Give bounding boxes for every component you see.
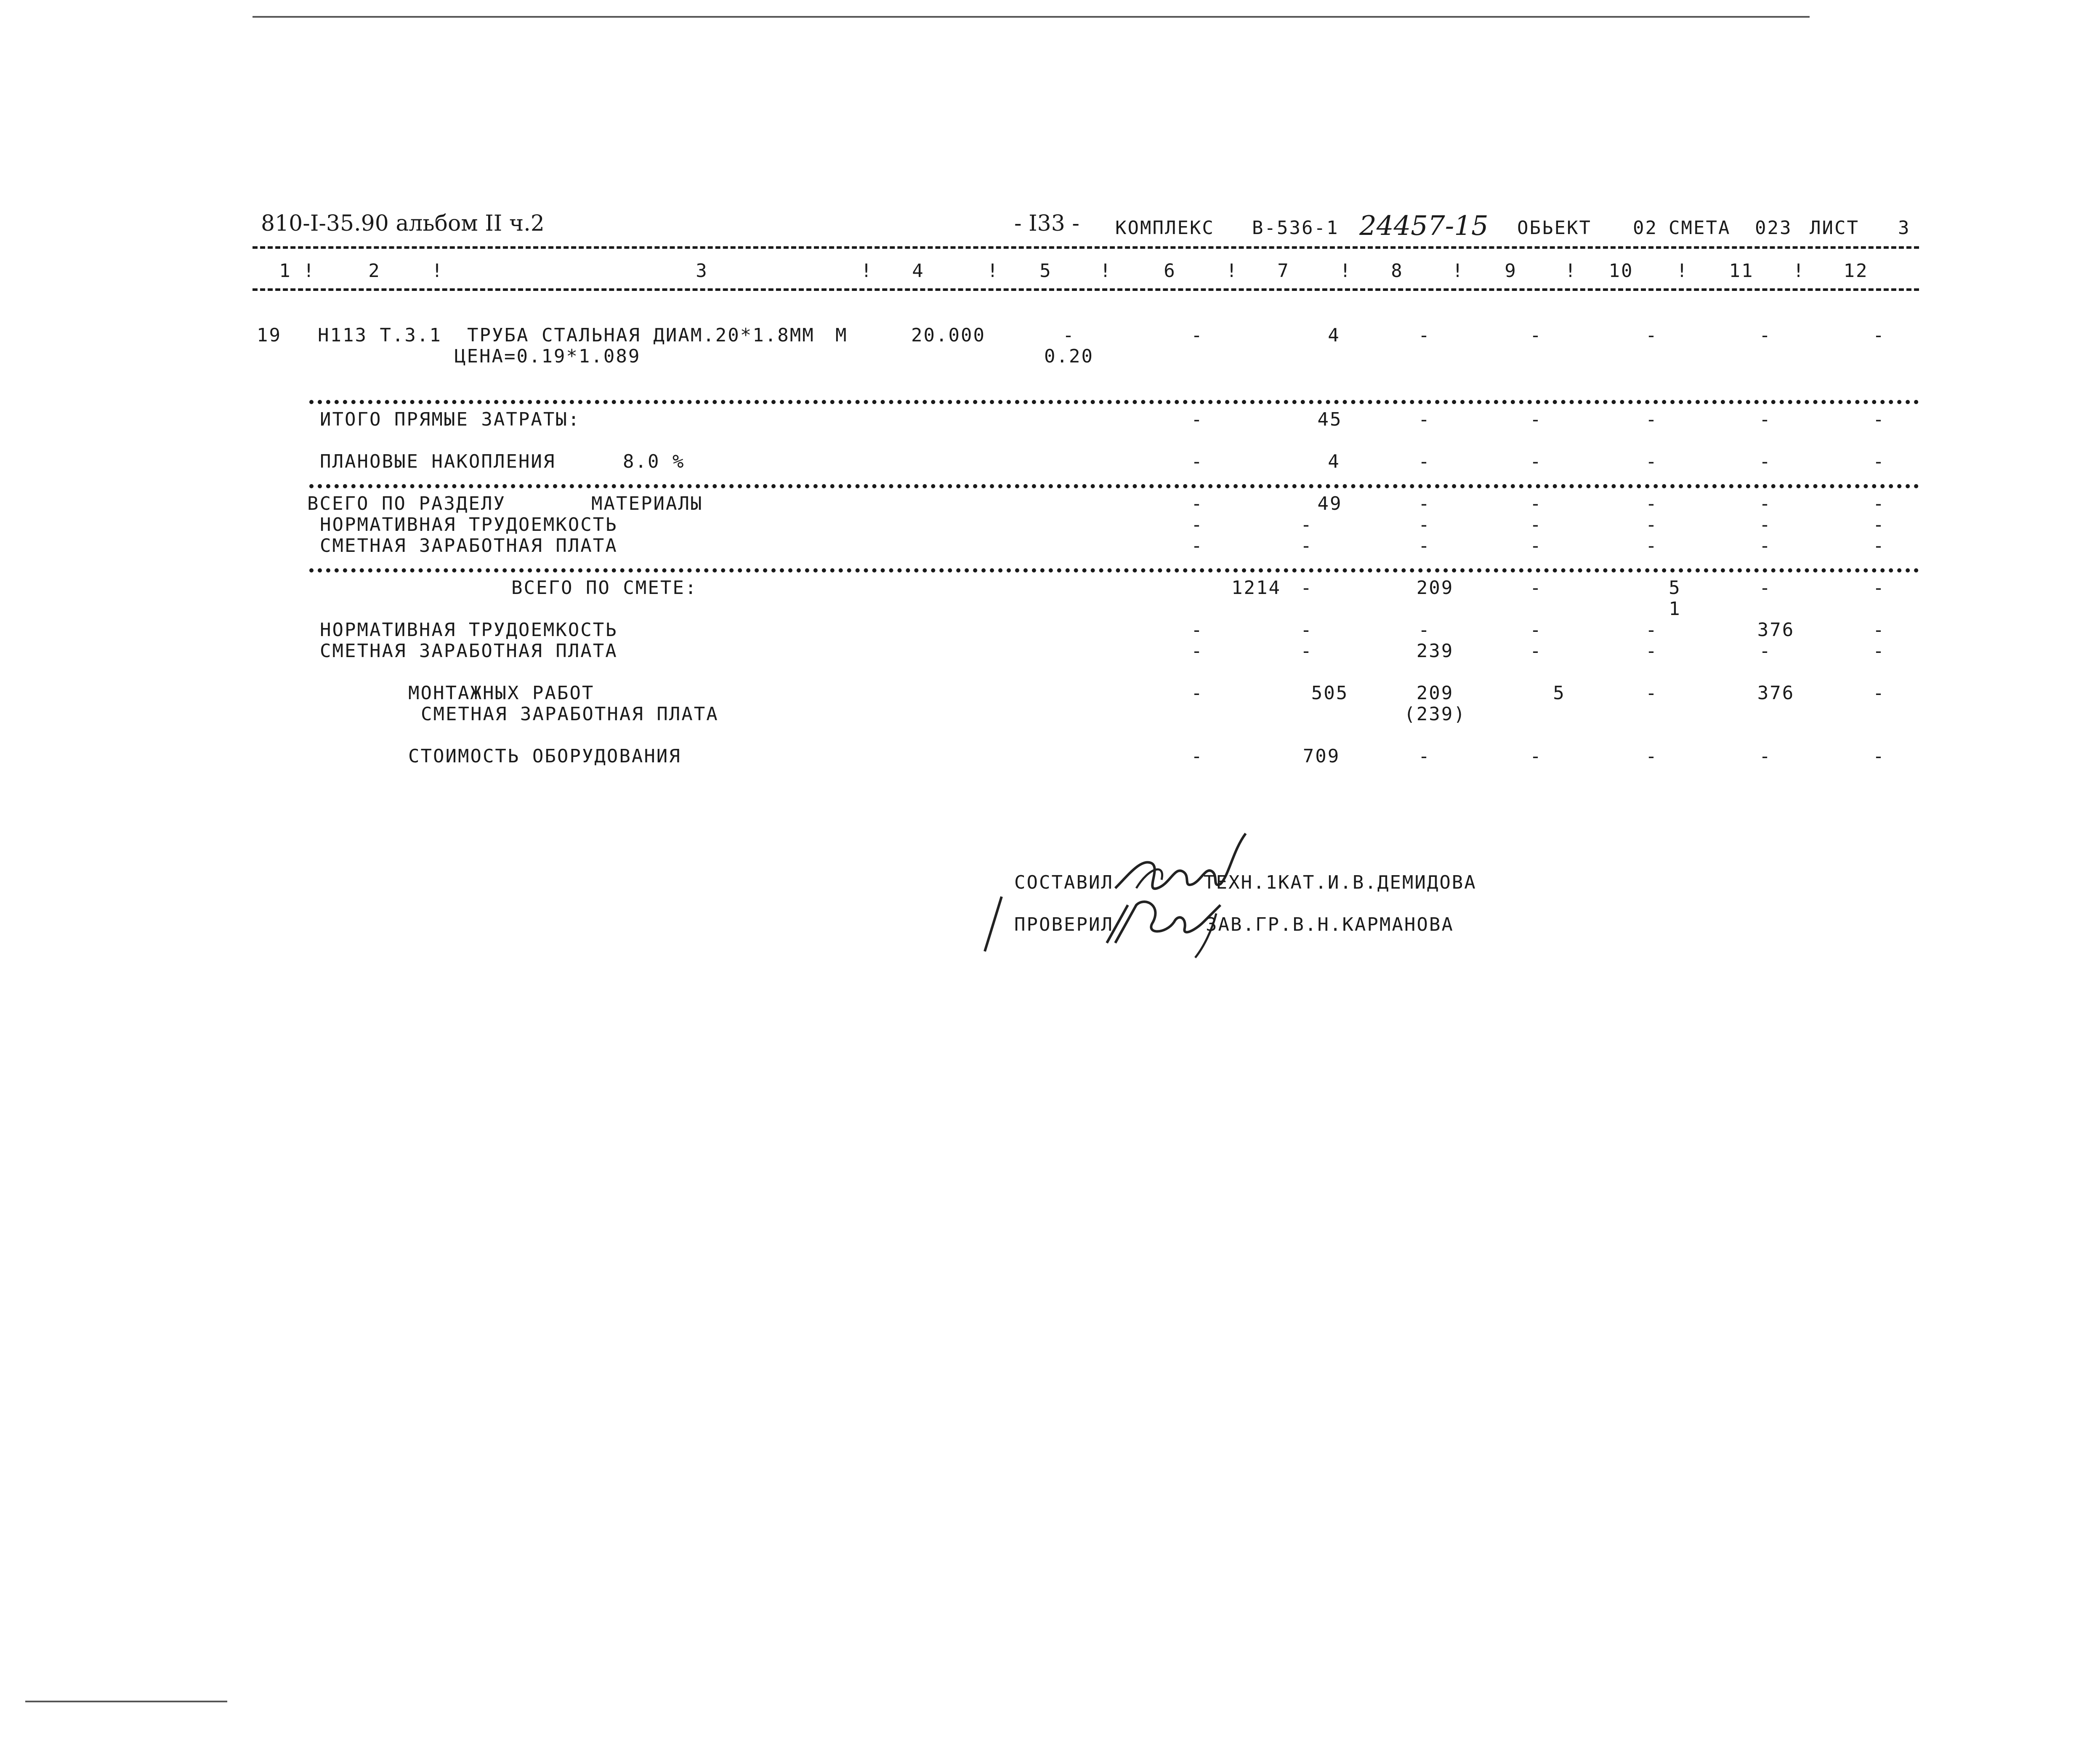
installation-col6: - xyxy=(1191,682,1204,704)
estimate-labor-col12: - xyxy=(1873,619,1885,641)
column-number: 11 xyxy=(1729,260,1754,282)
direct-costs-col12: - xyxy=(1873,409,1885,430)
item-col9: - xyxy=(1530,325,1542,346)
estimate-total-col10-bottom: 1 xyxy=(1669,598,1681,620)
item-col12: - xyxy=(1873,325,1885,346)
item-quantity: 20.000 xyxy=(911,325,986,346)
section-labor-label: НОРМАТИВНАЯ ТРУДОЕМКОСТЬ xyxy=(320,514,618,535)
item-col7: 4 xyxy=(1328,325,1340,346)
dotted-rule xyxy=(309,400,1919,404)
section-total-col12: - xyxy=(1873,493,1885,514)
estimate-total-col9: - xyxy=(1530,577,1542,599)
section-wage-col10: - xyxy=(1645,535,1658,556)
planned-col9: - xyxy=(1530,451,1542,472)
column-separator: ! xyxy=(1226,260,1239,282)
column-number: 10 xyxy=(1608,260,1634,282)
installation-col9: 5 xyxy=(1553,682,1566,704)
column-separator: ! xyxy=(987,260,999,282)
estimate-wage-label: СМЕТНАЯ ЗАРАБОТНАЯ ПЛАТА xyxy=(320,640,618,662)
page-number: - I33 - xyxy=(1014,211,1079,236)
item-number: 19 xyxy=(257,325,282,346)
column-number: 9 xyxy=(1505,260,1517,282)
item-col5-bottom: 0.20 xyxy=(1044,346,1094,367)
section-total-col10: - xyxy=(1645,493,1658,514)
header-rule-bottom xyxy=(253,288,1919,291)
checked-label: ПРОВЕРИЛ xyxy=(1014,914,1114,935)
column-separator: ! xyxy=(1100,260,1112,282)
dotted-rule xyxy=(309,484,1919,488)
item-col8: - xyxy=(1418,325,1431,346)
item-col5-top: - xyxy=(1063,325,1075,346)
section-name: МАТЕРИАЛЫ xyxy=(591,493,703,514)
section-labor-col9: - xyxy=(1530,514,1542,535)
equipment-col11: - xyxy=(1759,746,1772,767)
estimate-total-col8: 209 xyxy=(1416,577,1454,599)
estimate-wage-col11: - xyxy=(1759,640,1772,662)
section-labor-col7: - xyxy=(1300,514,1313,535)
installation-col11: 376 xyxy=(1757,682,1795,704)
section-wage-col9: - xyxy=(1530,535,1542,556)
equipment-col8: - xyxy=(1418,746,1431,767)
doc-reference: 810-I-35.90 альбом II ч.2 xyxy=(261,211,545,236)
direct-costs-col7: 45 xyxy=(1317,409,1342,430)
section-total-col6: - xyxy=(1191,493,1204,514)
complex-label: КОМПЛЕКС xyxy=(1115,217,1215,239)
direct-costs-label: ИТОГО ПРЯМЫЕ ЗАТРАТЫ: xyxy=(320,409,581,430)
column-number: 8 xyxy=(1391,260,1404,282)
estimate-wage-col9: - xyxy=(1530,640,1542,662)
column-separator: ! xyxy=(1565,260,1577,282)
estimate-wage-col12: - xyxy=(1873,640,1885,662)
equipment-col10: - xyxy=(1645,746,1658,767)
section-labor-col10: - xyxy=(1645,514,1658,535)
direct-costs-col9: - xyxy=(1530,409,1542,430)
installation-col12: - xyxy=(1873,682,1885,704)
checked-by: ЗАВ.ГР.В.Н.КАРМАНОВА xyxy=(1206,914,1454,935)
column-number: 3 xyxy=(696,260,708,282)
section-wage-col11: - xyxy=(1759,535,1772,556)
column-number: 12 xyxy=(1843,260,1869,282)
direct-costs-col11: - xyxy=(1759,409,1772,430)
installation-col8: 209 xyxy=(1416,682,1454,704)
estimate-labor-label: НОРМАТИВНАЯ ТРУДОЕМКОСТЬ xyxy=(320,619,618,641)
item-code: Н113 Т.3.1 xyxy=(318,325,442,346)
item-col11: - xyxy=(1759,325,1772,346)
column-separator: ! xyxy=(1340,260,1352,282)
estimate-wage-col10: - xyxy=(1645,640,1658,662)
planned-col10: - xyxy=(1645,451,1658,472)
installation-label: МОНТАЖНЫХ РАБОТ xyxy=(408,682,595,704)
estimate-total-col10-top: 5 xyxy=(1669,577,1681,599)
planned-rate: 8.0 % xyxy=(623,451,685,472)
section-total-col8: - xyxy=(1418,493,1431,514)
planned-col12: - xyxy=(1873,451,1885,472)
estimate-total-col7: - xyxy=(1300,577,1313,599)
column-number: 5 xyxy=(1039,260,1052,282)
section-wage-col12: - xyxy=(1873,535,1885,556)
column-separator: ! xyxy=(303,260,316,282)
section-total-col9: - xyxy=(1530,493,1542,514)
planned-col6: - xyxy=(1191,451,1204,472)
planned-col8: - xyxy=(1418,451,1431,472)
section-wage-col8: - xyxy=(1418,535,1431,556)
column-separator: ! xyxy=(1793,260,1805,282)
section-labor-col8: - xyxy=(1418,514,1431,535)
signature-mark-icon xyxy=(981,892,1006,956)
scan-edge-bottom xyxy=(25,1701,227,1702)
column-separator: ! xyxy=(1676,260,1689,282)
section-total-col7: 49 xyxy=(1317,493,1342,514)
scan-edge-top xyxy=(253,16,1810,18)
section-labor-col12: - xyxy=(1873,514,1885,535)
dotted-rule xyxy=(309,568,1919,572)
column-separator: ! xyxy=(1452,260,1465,282)
planned-label: ПЛАНОВЫЕ НАКОПЛЕНИЯ xyxy=(320,451,556,472)
estimate-total-label: ВСЕГО ПО СМЕТЕ: xyxy=(511,577,698,599)
installation-wage-col8: (239) xyxy=(1404,703,1466,725)
equipment-col9: - xyxy=(1530,746,1542,767)
section-labor-col6: - xyxy=(1191,514,1204,535)
section-total-label: ВСЕГО ПО РАЗДЕЛУ xyxy=(307,493,506,514)
complex-code: В-536-1 xyxy=(1252,217,1339,239)
planned-col11: - xyxy=(1759,451,1772,472)
equipment-col12: - xyxy=(1873,746,1885,767)
section-wage-col7: - xyxy=(1300,535,1313,556)
planned-col7: 4 xyxy=(1328,451,1340,472)
estimate-wage-col8: 239 xyxy=(1416,640,1454,662)
column-number: 1 xyxy=(279,260,292,282)
section-wage-label: СМЕТНАЯ ЗАРАБОТНАЯ ПЛАТА xyxy=(320,535,618,556)
direct-costs-col6: - xyxy=(1191,409,1204,430)
object-label: ОБЬЕКТ xyxy=(1517,217,1592,239)
equipment-label: СТОИМОСТЬ ОБОРУДОВАНИЯ xyxy=(408,746,681,767)
installation-col10: - xyxy=(1645,682,1658,704)
estimate-labor-col10: - xyxy=(1645,619,1658,641)
item-price: ЦЕНА=0.19*1.089 xyxy=(455,346,641,367)
estimate-total-col11: - xyxy=(1759,577,1772,599)
estimate-labor-col9: - xyxy=(1530,619,1542,641)
handwritten-number: 24457-15 xyxy=(1359,210,1489,242)
column-number: 6 xyxy=(1164,260,1176,282)
estimate-label: СМЕТА xyxy=(1669,217,1731,239)
column-number: 2 xyxy=(368,260,381,282)
estimate-number: 023 xyxy=(1755,217,1792,239)
estimate-labor-col11: 376 xyxy=(1757,619,1795,641)
item-col6: - xyxy=(1191,325,1204,346)
item-unit: М xyxy=(835,325,848,346)
equipment-col7: 709 xyxy=(1303,746,1340,767)
item-col10: - xyxy=(1645,325,1658,346)
direct-costs-col8: - xyxy=(1418,409,1431,430)
column-number: 7 xyxy=(1277,260,1290,282)
column-separator: ! xyxy=(861,260,873,282)
equipment-col6: - xyxy=(1191,746,1204,767)
estimate-wage-col6: - xyxy=(1191,640,1204,662)
installation-col7: 505 xyxy=(1311,682,1349,704)
column-number: 4 xyxy=(912,260,925,282)
compiled-by: ТЕХН.1КАТ.И.В.ДЕМИДОВА xyxy=(1204,872,1477,893)
estimate-total-col6: 1214 xyxy=(1231,577,1281,599)
section-wage-col6: - xyxy=(1191,535,1204,556)
estimate-labor-col6: - xyxy=(1191,619,1204,641)
column-separator: ! xyxy=(431,260,444,282)
estimate-labor-col7: - xyxy=(1300,619,1313,641)
object-number: 02 xyxy=(1633,217,1658,239)
installation-wage-label: СМЕТНАЯ ЗАРАБОТНАЯ ПЛАТА xyxy=(421,703,719,725)
estimate-wage-col7: - xyxy=(1300,640,1313,662)
item-name: ТРУБА СТАЛЬНАЯ ДИАМ.20*1.8ММ xyxy=(467,325,815,346)
estimate-labor-col8: - xyxy=(1418,619,1431,641)
sheet-label: ЛИСТ xyxy=(1810,217,1859,239)
header-rule-top xyxy=(253,246,1919,249)
sheet-number: 3 xyxy=(1898,217,1911,239)
section-labor-col11: - xyxy=(1759,514,1772,535)
estimate-total-col12: - xyxy=(1873,577,1885,599)
section-total-col11: - xyxy=(1759,493,1772,514)
direct-costs-col10: - xyxy=(1645,409,1658,430)
compiled-label: СОСТАВИЛ xyxy=(1014,872,1114,893)
